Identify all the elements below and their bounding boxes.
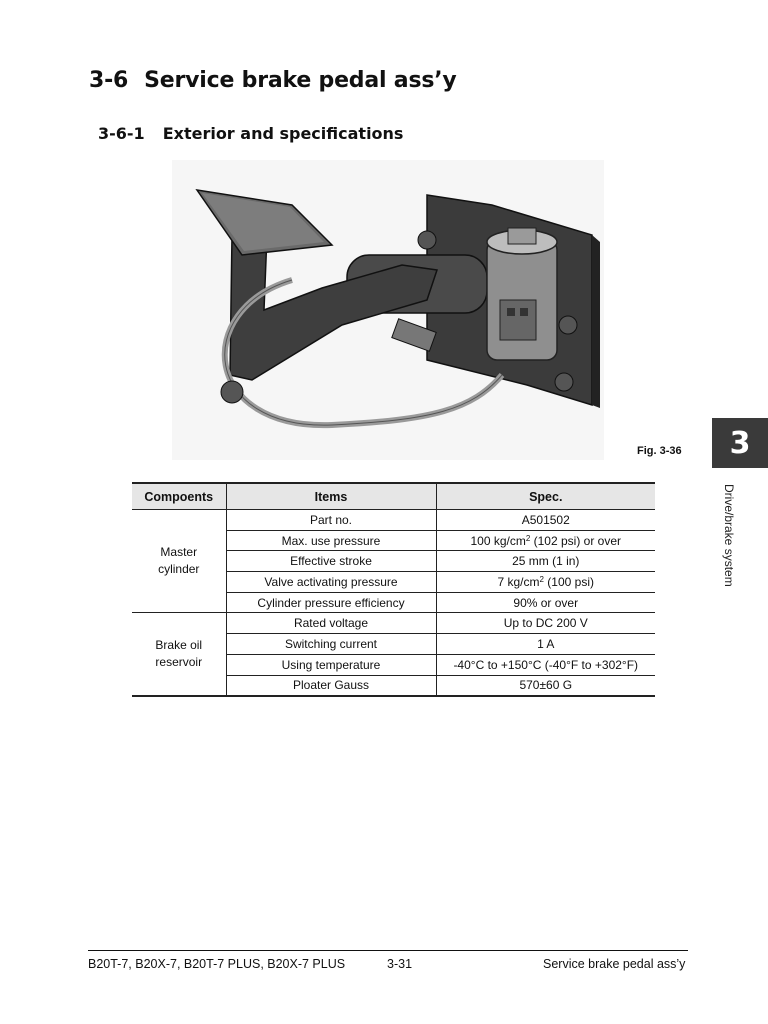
- spec-cell: 1 A: [436, 634, 655, 655]
- spec-cell: 25 mm (1 in): [436, 551, 655, 572]
- item-cell: Effective stroke: [226, 551, 436, 572]
- table-header-row: [132, 483, 655, 510]
- subsection-title: Exterior and specifications: [162, 124, 404, 143]
- component-cell: [132, 613, 226, 696]
- spec-cell: 90% or over: [436, 592, 655, 613]
- header-spec: Spec.: [436, 483, 655, 510]
- figure-label: Fig. 3-36: [637, 445, 682, 457]
- header-items: Items: [226, 483, 436, 510]
- section-title: Service brake pedal ass’y: [144, 68, 457, 93]
- spec-cell: 570±60 G: [436, 675, 655, 696]
- subsection-number: 3-6-1: [98, 124, 145, 143]
- specifications-table: [132, 482, 655, 697]
- spec-text: 7 kg/cm: [497, 574, 540, 589]
- footer-models: B20T-7, B20X-7, B20T-7 PLUS, B20X-7 PLUS: [88, 957, 346, 971]
- chapter-tab: 3: [712, 418, 768, 468]
- component-line: reservoir: [155, 655, 203, 670]
- section-number: 3-6: [89, 68, 129, 93]
- brake-pedal-illustration: [172, 160, 604, 460]
- table-row: [132, 510, 655, 531]
- spec-cell: -40°C to +150°C (-40°F to +302°F): [436, 654, 655, 675]
- item-cell: Using temperature: [226, 654, 436, 675]
- chapter-side-text: Drive/brake system: [722, 484, 736, 587]
- component-line: Master: [160, 545, 198, 560]
- subsection-heading: [98, 124, 403, 143]
- table-row: [132, 613, 655, 634]
- spec-cell: [436, 530, 655, 551]
- item-cell: Part no.: [226, 510, 436, 531]
- component-line: Brake oil: [155, 638, 203, 653]
- spec-superscript: 2: [525, 533, 531, 543]
- spec-cell: [436, 572, 655, 593]
- header-components: Compoents: [132, 483, 226, 510]
- item-cell: Rated voltage: [226, 613, 436, 634]
- item-cell: Max. use pressure: [226, 530, 436, 551]
- spec-cell: Up to DC 200 V: [436, 613, 655, 634]
- spec-superscript: 2: [539, 574, 544, 584]
- spec-cell: A501502: [436, 510, 655, 531]
- spec-text: (102 psi) or over: [530, 533, 621, 548]
- spec-text: 100 kg/cm: [470, 533, 526, 548]
- footer-divider: [88, 950, 688, 951]
- item-cell: Switching current: [226, 634, 436, 655]
- brake-pedal-drawing: [172, 160, 604, 460]
- footer-page-number: 3-31: [387, 957, 413, 971]
- item-cell: Valve activating pressure: [226, 572, 436, 593]
- component-cell: [132, 510, 226, 613]
- item-cell: Cylinder pressure efficiency: [226, 592, 436, 613]
- footer-title: Service brake pedal ass’y: [543, 957, 686, 971]
- item-cell: Ploater Gauss: [226, 675, 436, 696]
- spec-text: (100 psi): [543, 574, 594, 589]
- component-line: cylinder: [158, 562, 200, 577]
- section-heading: [89, 68, 457, 93]
